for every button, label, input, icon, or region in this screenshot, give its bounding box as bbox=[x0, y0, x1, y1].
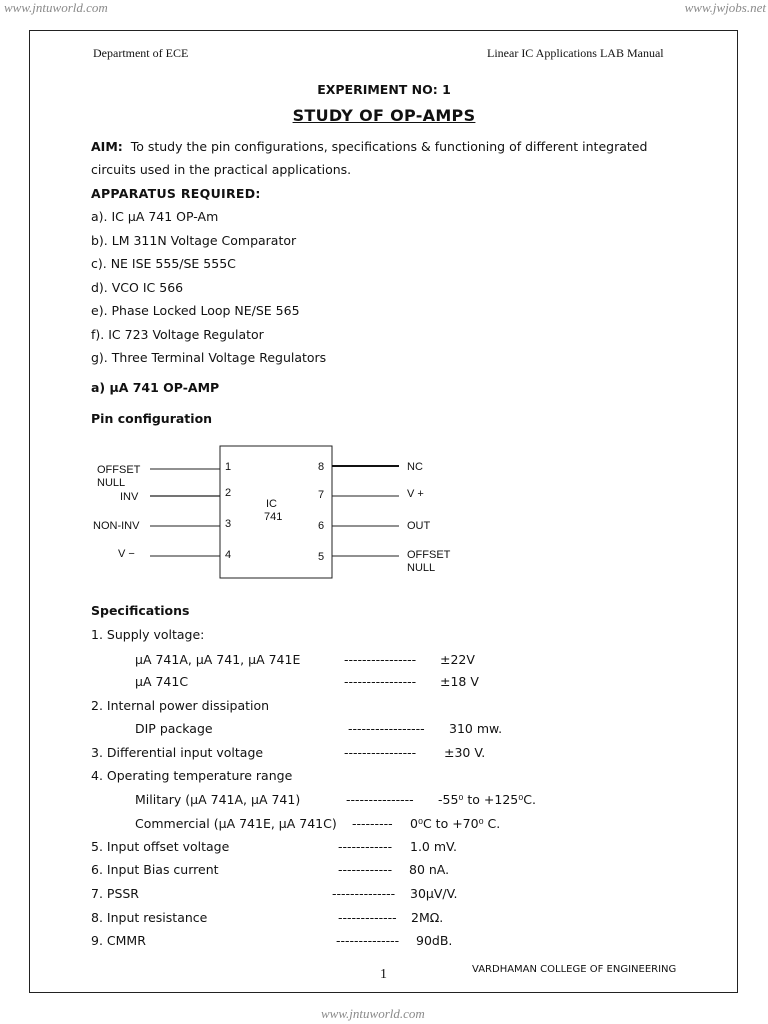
spec-leader: ----------------- bbox=[348, 721, 425, 736]
aim-line-2: circuits used in the practical applications. bbox=[91, 162, 352, 177]
pin-number: 5 bbox=[318, 551, 325, 563]
header-manual-title: Linear IC Applications LAB Manual bbox=[487, 46, 664, 60]
spec-value: ±30 V. bbox=[444, 745, 486, 760]
spec-label: µA 741A, µA 741, µA 741E bbox=[135, 652, 301, 667]
spec-leader: -------------- bbox=[332, 886, 396, 901]
spec-value: 1.0 mV. bbox=[410, 839, 457, 854]
spec-label: 7. PSSR bbox=[91, 886, 139, 901]
spec-leader: --------- bbox=[352, 816, 393, 831]
pin-label-inv: INV bbox=[120, 491, 139, 503]
spec-label: DIP package bbox=[135, 721, 213, 736]
page-title: STUDY OF OP-AMPS bbox=[292, 106, 476, 125]
apparatus-item: g). Three Terminal Voltage Regulators bbox=[91, 350, 327, 365]
header-department: Department of ECE bbox=[93, 46, 189, 60]
spec-leader: ------------- bbox=[338, 910, 397, 925]
watermark-top-left: www.jntuworld.com bbox=[4, 0, 108, 15]
spec-label: Commercial (µA 741E, µA 741C) bbox=[135, 816, 337, 831]
spec-label: Military (µA 741A, µA 741) bbox=[135, 792, 301, 807]
spec-leader: ------------ bbox=[338, 862, 393, 877]
apparatus-item: b). LM 311N Voltage Comparator bbox=[91, 233, 297, 248]
spec-leader: ---------------- bbox=[344, 674, 417, 689]
pin-number: 3 bbox=[225, 518, 232, 530]
apparatus-heading: APPARATUS REQUIRED: bbox=[91, 186, 261, 201]
pin-label-null: NULL bbox=[407, 562, 436, 574]
experiment-number: EXPERIMENT NO: 1 bbox=[317, 82, 451, 97]
pin-number: 8 bbox=[318, 461, 325, 473]
apparatus-item: a). IC µA 741 OP-Am bbox=[91, 209, 219, 224]
spec-value: 0⁰C to +70⁰ C. bbox=[410, 816, 501, 831]
watermark-top-right: www.jwjobs.net bbox=[684, 0, 766, 15]
pin-number: 6 bbox=[318, 520, 325, 532]
spec-leader: -------------- bbox=[336, 933, 400, 948]
pin-number: 2 bbox=[225, 487, 232, 499]
apparatus-item: c). NE ISE 555/SE 555C bbox=[91, 256, 236, 271]
spec-value: 80 nA. bbox=[409, 862, 450, 877]
spec-label: 5. Input offset voltage bbox=[91, 839, 230, 854]
pin-label-null: NULL bbox=[97, 477, 126, 489]
specifications-heading: Specifications bbox=[91, 603, 190, 618]
watermark-bottom: www.jntuworld.com bbox=[321, 1006, 425, 1021]
aim-label: AIM: bbox=[91, 139, 123, 154]
pin-label-v-plus: V + bbox=[407, 488, 424, 500]
pin-number: 4 bbox=[225, 549, 232, 561]
spec-label: 2. Internal power dissipation bbox=[91, 698, 270, 713]
spec-leader: ---------------- bbox=[344, 745, 417, 760]
ic-number-label: 741 bbox=[264, 511, 283, 523]
pin-number: 1 bbox=[225, 461, 232, 473]
spec-label: 6. Input Bias current bbox=[91, 862, 219, 877]
pin-config-heading: Pin configuration bbox=[91, 411, 213, 426]
spec-value: ±22V bbox=[440, 652, 475, 667]
spec-label: 1. Supply voltage: bbox=[91, 627, 205, 642]
pin-label-offset: OFFSET bbox=[407, 549, 451, 561]
spec-value: ±18 V bbox=[440, 674, 479, 689]
spec-leader: --------------- bbox=[346, 792, 414, 807]
pin-label-offset: OFFSET bbox=[97, 464, 141, 476]
aim-text-1: To study the pin configurations, specifications & functioning of different integrated bbox=[130, 139, 648, 154]
spec-leader: ---------------- bbox=[344, 652, 417, 667]
pin-label-nc: NC bbox=[407, 461, 423, 473]
pin-label-v-minus: V − bbox=[118, 548, 135, 560]
ic-label: IC bbox=[266, 498, 277, 510]
pin-label-out: OUT bbox=[407, 520, 431, 532]
spec-label: 9. CMMR bbox=[91, 933, 146, 948]
spec-value: 30µV/V. bbox=[410, 886, 458, 901]
spec-value: 310 mw. bbox=[449, 721, 503, 736]
spec-label: µA 741C bbox=[135, 674, 189, 689]
spec-value: -55⁰ to +125⁰C. bbox=[438, 792, 536, 807]
spec-label: 8. Input resistance bbox=[91, 910, 208, 925]
page-number: 1 bbox=[380, 967, 387, 982]
apparatus-item: d). VCO IC 566 bbox=[91, 280, 184, 295]
apparatus-item: e). Phase Locked Loop NE/SE 565 bbox=[91, 303, 300, 318]
pin-number: 7 bbox=[318, 489, 325, 501]
spec-value: 90dB. bbox=[416, 933, 453, 948]
spec-leader: ------------ bbox=[338, 839, 393, 854]
apparatus-item: f). IC 723 Voltage Regulator bbox=[91, 327, 264, 342]
footer-college: VARDHAMAN COLLEGE OF ENGINEERING bbox=[472, 964, 677, 975]
spec-value: 2MΩ. bbox=[411, 910, 444, 925]
spec-label: 3. Differential input voltage bbox=[91, 745, 264, 760]
pin-label-non-inv: NON-INV bbox=[93, 520, 140, 532]
spec-label: 4. Operating temperature range bbox=[91, 768, 293, 783]
section-heading: a) µA 741 OP-AMP bbox=[91, 380, 220, 395]
